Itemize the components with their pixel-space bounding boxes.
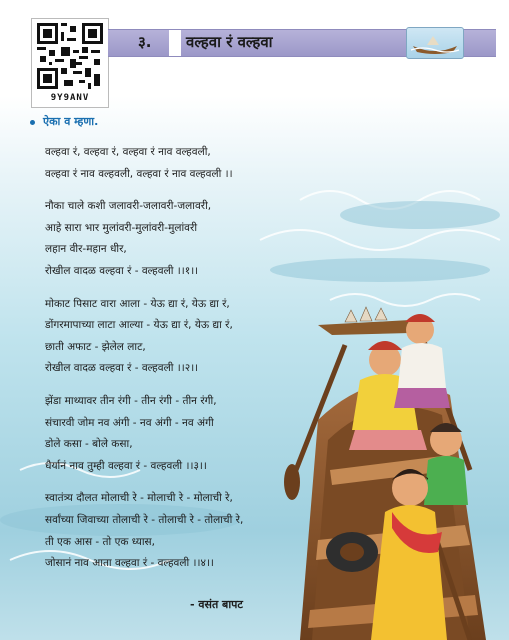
poem-line: रोखील वादळ वल्हवा रं - वल्हवली ।।१।। <box>45 264 199 277</box>
poem-line: रोखील वादळ वल्हवा रं - वल्हवली ।।२।। <box>45 362 199 375</box>
instruction-text: ऐका व म्हणा. <box>43 115 99 128</box>
poem-line: मोकाट पिसाट वारा आला - येऊ द्या रं, येऊ द्या रं, <box>45 297 230 310</box>
lesson-title: वल्हवा रं वल्हवा <box>186 33 273 51</box>
poem-line: वल्हवा रं, वल्हवा रं, वल्हवा रं नाव वल्हवली, <box>45 146 211 158</box>
qr-code-id: 9Y9ANV <box>50 93 90 103</box>
stanza <box>45 142 335 185</box>
poem-line: आहे सारा भार मुलांवरी-मुलांवरी-मुलांवरी <box>45 221 198 234</box>
stanza <box>45 294 335 380</box>
poem-line: डोले कसा - बोले कसा, <box>45 438 133 451</box>
poem-line: ती एक आस - तो एक ध्यास, <box>45 535 155 548</box>
lesson-number: ३. <box>138 33 152 51</box>
qr-code-pattern <box>37 23 103 89</box>
poem-line: सर्वांच्या जिवाच्या तोलाची रे - तोलाची रे - तोलाची रे, <box>45 513 244 526</box>
poem-line: स्वातंत्र्य दौलत मोलाची रे - मोलाची रे - मोलाची रे, <box>45 492 233 505</box>
poem-line: झेंडा माथ्यावर तीन रंगी - तीन रंगी - तीन रंगी, <box>45 394 217 407</box>
bullet-icon <box>30 120 35 125</box>
poem-line: लहान वीर-महान धीर, <box>45 243 127 256</box>
stanza <box>45 391 335 477</box>
stanza <box>45 488 335 574</box>
poem-author: - वसंत बापट <box>190 598 243 611</box>
poem-line: नौका चाले कशी जलावरी-जलावरी-जलावरी, <box>45 200 212 213</box>
poem-line: धैर्यानं नाव तुम्ही वल्हवा रं - वल्हवली ।।३।। <box>45 459 207 472</box>
boat-thumbnail-icon <box>406 27 464 59</box>
poem-line: संचारवी जोम नव अंगी - नव अंगी - नव अंगी <box>45 416 214 429</box>
poem-line: छाती अफाट - झेलेल लाट, <box>45 340 146 353</box>
stanza <box>45 196 335 282</box>
poem-line: वल्हवा रं नाव वल्हवली, वल्हवा रं नाव वल्हवली ।। <box>45 167 233 180</box>
poem-line: डोंगरमापाच्या लाटा आल्या - येऊ द्या रं, येऊ द्या रं, <box>45 319 233 332</box>
title-separator <box>169 30 181 56</box>
poem <box>45 142 335 586</box>
poem-line: जोसानं नाव आता वल्हवा रं - वल्हवली ।।४।। <box>45 557 214 570</box>
qr-code[interactable] <box>31 18 109 108</box>
instruction <box>30 114 98 129</box>
